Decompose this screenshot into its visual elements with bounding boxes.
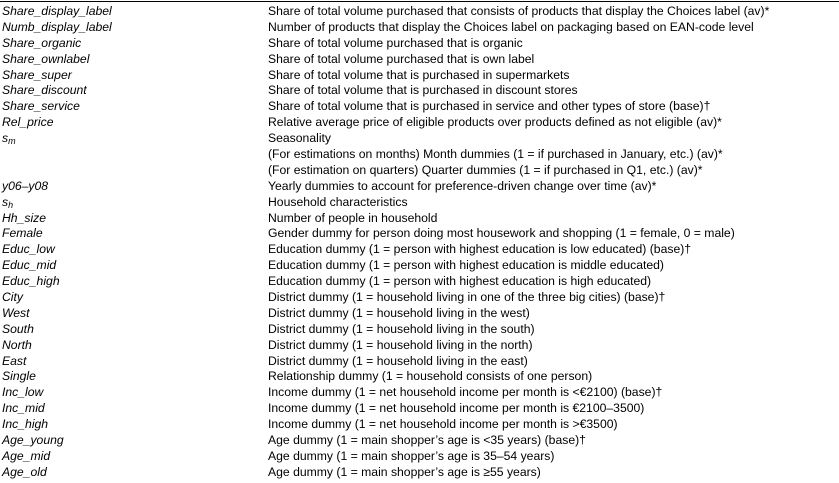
description-cell: Income dummy (1 = net household income per month is <€2100) (base)† [268,385,663,400]
description-cell: Number of people in household [268,210,438,225]
table-row [0,195,839,211]
description-cell: District dummy (1 = household living in one of the three big cities) (base)† [268,290,666,305]
table-row [0,274,839,290]
description-cell: Education dummy (1 = person with highest education is middle educated) [268,258,664,273]
description-cell: Seasonality [268,131,332,146]
description-cell: Gender dummy for person doing most housework and shopping (1 = female, 0 = male) [268,226,735,241]
variable-name-cell: South [2,321,34,336]
table-row [0,290,839,306]
description-cell: District dummy (1 = household living in the east) [268,353,528,368]
table-row [0,115,839,131]
table-top-rule [0,1,839,2]
description-cell: District dummy (1 = household living in the north) [268,337,533,352]
description-cell: District dummy (1 = household living in the west) [268,305,530,320]
description-cell: Share of total volume that is purchased in discount stores [268,83,578,98]
description-cell: Education dummy (1 = person with highest education is high educated) [268,274,652,289]
description-cell: Relationship dummy (1 = household consists of one person) [268,369,593,384]
variable-name-cell: Age_young [2,433,64,448]
variable-name-cell: Rel_price [2,115,54,130]
description-cell: Income dummy (1 = net household income per month is >€3500) [268,417,618,432]
variable-name-cell: $s_m$ [2,131,16,147]
table-row [0,147,839,163]
table-body [0,4,839,481]
variable-name-cell: $s_h$ [2,194,14,210]
table-row [0,369,839,385]
variable-name-cell: y06–y08 [2,178,49,193]
table-row [0,179,839,195]
description-cell: Share of total volume that is purchased in supermarkets [268,67,570,82]
variable-name-cell: Inc_low [2,385,44,400]
variable-name-cell: Educ_high [2,274,60,289]
table-row [0,163,839,179]
variable-name-cell: Educ_low [2,242,55,257]
variable-name-cell: Age_mid [2,448,51,463]
table-row [0,449,839,465]
table-row [0,52,839,68]
variable-name-cell [0,163,268,179]
table-row [0,433,839,449]
table-row [0,83,839,99]
description-cell: Relative average price of eligible products over products defined as not eligible (av)* [268,115,722,130]
variable-name-cell: Share_ownlabel [2,51,90,66]
table-row [0,20,839,36]
description-cell: Income dummy (1 = net household income per month is €2100–3500) [268,401,645,416]
variable-name-cell: West [2,305,30,320]
variable-name-cell: Share_super [2,67,72,82]
table-row [0,401,839,417]
variable-name-cell: Hh_size [2,210,47,225]
table-row [0,99,839,115]
variable-name-cell: Share_display_label [2,4,112,18]
variable-name-cell: Share_service [2,99,80,114]
variable-name-cell: Age_old [2,464,47,479]
variable-name-cell: Share_organic [2,35,82,50]
description-cell: (For estimations on months) Month dummies (1 = if purchased in January, etc.) (av)* [268,147,723,162]
table-row [0,36,839,52]
description-cell: Age dummy (1 = main shopper’s age is ≥55 years) [268,464,541,479]
table-row [0,338,839,354]
table-row [0,242,839,258]
variable-name-cell: East [2,353,27,368]
variable-name-cell: Share_discount [2,83,87,98]
table-row [0,211,839,227]
description-cell: Age dummy (1 = main shopper’s age is <35 years) (base)† [268,433,586,448]
description-cell: Education dummy (1 = person with highest education is low educated) (base)† [268,242,692,257]
variable-name-cell: Educ_mid [2,258,57,273]
table-row [0,258,839,274]
description-cell: Share of total volume purchased that consists of products that display the Choices label (av)* [268,4,770,18]
table-row [0,131,839,147]
description-cell: Share of total volume purchased that is own label [268,51,535,66]
variable-name-cell [0,147,268,163]
table-row [0,385,839,401]
description-cell: Share of total volume purchased that is organic [268,35,523,50]
table-row [0,4,839,20]
description-cell: Age dummy (1 = main shopper’s age is 35–54 years) [268,448,555,463]
description-cell: (For estimation on quarters) Quarter dummies (1 = if purchased in Q1, etc.) (av)* [268,162,703,177]
table-row [0,465,839,481]
table-row [0,322,839,338]
description-cell: Number of products that display the Choices label on packaging based on EAN-code level [268,19,754,34]
variable-name-cell: Numb_display_label [2,19,112,34]
table-row [0,306,839,322]
variable-name-cell: Inc_high [2,417,49,432]
description-cell: Household characteristics [268,194,408,209]
variable-name-cell: Inc_mid [2,401,45,416]
table-row [0,417,839,433]
description-cell: Share of total volume that is purchased in service and other types of store (base)† [268,99,711,114]
table-row [0,68,839,84]
variable-name-cell: Female [2,226,43,241]
description-cell: District dummy (1 = household living in the south) [268,321,535,336]
table-row [0,354,839,370]
variable-name-cell: North [2,337,32,352]
table-row [0,226,839,242]
variable-name-cell: City [2,290,23,305]
variable-name-cell: Single [2,369,36,384]
description-cell: Yearly dummies to account for preference-driven change over time (av)* [268,178,657,193]
